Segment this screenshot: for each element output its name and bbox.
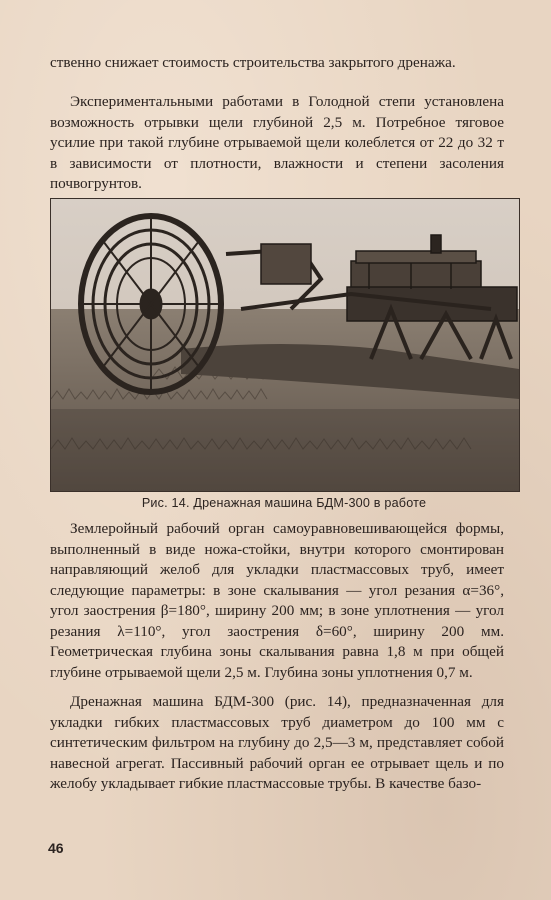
- figure-photo-drainage-machine: [50, 198, 520, 492]
- page-number: 46: [48, 840, 64, 856]
- figure-caption: Рис. 14. Дренажная машина БДМ-300 в работе: [141, 496, 427, 510]
- paragraph-text: Экспериментальными работами в Голодной степи установлена возможность отрывки щели глубиной 2,5 м. Потребное тяговое усилие при такой глубине отрываемой щели колеблется от 22 до 32 т в зависимости от плотности, влажности и степени засоления почвогрунтов.: [50, 93, 504, 192]
- paragraph-text: Землеройный рабочий орган самоуравновешивающейся формы, выполненный в виде ножа-стойки, внутри которого смонтирован направляющий желоб для укладки пластмассовых труб, имеет следующие параметры: в зоне скалывания — угол резания α=36°, угол заострения β=180°, ширину 200 мм; в зоне уплотнения — угол резания λ=110°, угол заострения δ=60°, ширину 200 мм. Геометрическая глубина зоны скалывания равна 1,8 м при общей глубине отрываемой щели 2,5 м. Глубина зоны уплотнения 0,7 м.: [50, 520, 504, 681]
- machine-photo: [51, 199, 519, 491]
- pipe-reel: [81, 216, 221, 392]
- operator-cabin: [261, 244, 311, 284]
- paragraph-text: Дренажная машина БДМ-300 (рис. 14), предназначенная для укладки гибких пластмассовых труб диаметром до 100 мм с синтетическим фильтром на глубину до 2,5—3 м, представляет собой навесной агрегат. Пассивный рабочий орган ее отрывает щель и по желобу укладывает гибкие пластмассовые трубы. В качестве базо-: [50, 693, 504, 792]
- paragraph-working-organ: [50, 519, 504, 683]
- paragraph-machine-description: [50, 692, 504, 795]
- paragraph-experiments: [50, 92, 504, 195]
- paragraph-text: ственно снижает стоимость строительства закрытого дренажа.: [50, 54, 456, 71]
- paragraph-continuation: [50, 53, 504, 74]
